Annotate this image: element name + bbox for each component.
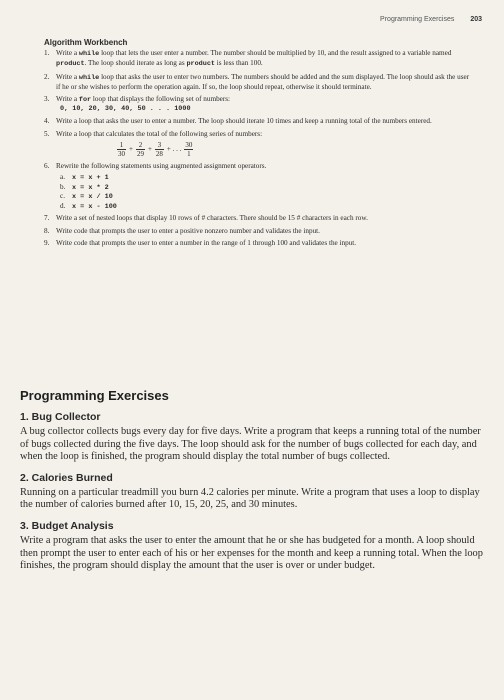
numerator: 30 xyxy=(185,140,193,149)
exercise-body: Write a program that asks the user to enter the amount that he or she has budgeted for a month. A loop should then prompt the user to enter each of his or her expenses for the month and keep a running total. When the loop finishes, the program should display the amount that the user is over or under budget. xyxy=(20,534,483,572)
item-number: 3. xyxy=(44,95,50,104)
statement-code: x = x * 2 xyxy=(72,183,109,192)
item-text: Write a loop that calculates the total of the following series of numbers: xyxy=(56,129,263,138)
fraction xyxy=(184,141,193,158)
statement-list xyxy=(60,173,474,211)
item-text: loop that displays the following set of numbers: xyxy=(91,95,231,104)
statement-letter: a. xyxy=(60,173,65,182)
item-text: Rewrite the following statements using augmented assignment operators. xyxy=(56,161,267,170)
item-number: 2. xyxy=(44,72,50,81)
item-text: Write a xyxy=(56,72,79,81)
item-number: 6. xyxy=(44,161,50,170)
code-keyword: while xyxy=(78,50,100,59)
exercise-budget-analysis xyxy=(20,520,486,573)
exercise-heading: 1. Bug Collector xyxy=(20,411,101,423)
exercise-body: A bug collector collects bugs every day for five days. Write a program that keeps a running total of the number of bugs collected during the five days. The loop should ask for the number of bugs collected for each day, and when the loop is finished, the program should display the total number of bugs collected. xyxy=(20,426,481,463)
denominator: 28 xyxy=(155,149,163,158)
numerator: 1 xyxy=(117,141,126,150)
algorithm-workbench-title: Algorithm Workbench xyxy=(44,38,128,47)
statement-letter: c. xyxy=(60,192,65,201)
programming-exercises-section xyxy=(16,388,486,581)
statement-code: x = x + 1 xyxy=(72,174,109,183)
workbench-item-3 xyxy=(44,95,474,114)
workbench-item-2 xyxy=(44,73,474,92)
exercise-heading: 2. Calories Burned xyxy=(20,471,113,484)
exercise-body: Running on a particular treadmill you burn 4.2 calories per minute. Write a program that uses a loop to display the number of calories burned after 10, 15, 20, 25, and 30 minutes. xyxy=(20,486,480,511)
statement-letter: b. xyxy=(60,182,66,191)
exercise-heading: 3. Budget Analysis xyxy=(20,519,114,532)
statement-code: x = x - 100 xyxy=(72,202,117,211)
fraction xyxy=(117,141,126,158)
item-number: 8. xyxy=(44,226,50,235)
item-text: . The loop should iterate as long as xyxy=(84,59,187,68)
item-text: Write a xyxy=(56,95,79,104)
statement-code: x = x / 10 xyxy=(72,193,113,202)
workbench-item-7 xyxy=(44,214,474,223)
statement-a xyxy=(60,173,474,183)
code-keyword: while xyxy=(78,73,100,82)
denominator: 1 xyxy=(187,149,191,158)
running-head-title: Programming Exercises xyxy=(380,16,455,23)
number-sequence: 0, 10, 20, 30, 40, 50 . . . 1000 xyxy=(60,105,191,114)
item-text: Write code that prompts the user to enter a number in the range of 1 through 100 and validates the input. xyxy=(56,238,357,247)
fraction xyxy=(155,141,164,158)
item-number: 5. xyxy=(44,129,50,138)
workbench-item-4 xyxy=(44,117,474,126)
item-text: Write code that prompts the user to enter a positive nonzero number and validates the input. xyxy=(56,226,320,235)
item-text: loop that asks the user to enter two numbers. The numbers should be added and the sum displayed. The loop should ask the user if he or she wishes to perform the operation again. If so, the loop should repeat, otherwise it should terminate. xyxy=(56,72,470,91)
statement-c xyxy=(60,192,474,202)
item-text: is less than 100. xyxy=(215,59,263,68)
workbench-item-6 xyxy=(44,162,474,212)
exercise-bug-collector xyxy=(20,411,486,464)
denominator: 29 xyxy=(136,149,144,158)
code-identifier: product xyxy=(186,60,215,69)
running-head xyxy=(380,16,482,23)
code-identifier: product xyxy=(56,60,85,69)
item-text: loop that lets the user enter a number. The number should be multiplied by 10, and the result assigned to a variable named xyxy=(99,49,452,58)
workbench-item-1 xyxy=(44,49,474,69)
fraction-series xyxy=(116,141,474,158)
plus-sign: + xyxy=(129,145,133,154)
workbench-item-8 xyxy=(44,227,474,236)
exercise-calories-burned xyxy=(20,472,486,512)
item-number: 7. xyxy=(44,214,50,223)
series-ellipsis: + . . . xyxy=(166,145,182,154)
item-number: 1. xyxy=(44,49,50,58)
workbench-item-5 xyxy=(44,130,474,158)
fraction xyxy=(136,141,145,158)
item-text: Write a xyxy=(56,49,79,58)
programming-exercises-title: Programming Exercises xyxy=(20,388,169,403)
page-number: 203 xyxy=(470,16,482,23)
item-number: 4. xyxy=(44,117,50,126)
workbench-item-9 xyxy=(44,239,474,248)
numerator: 2 xyxy=(136,141,145,150)
algorithm-workbench-section xyxy=(44,38,474,251)
item-text: Write a set of nested loops that display 10 rows of # characters. There should be 15 # characters in each row. xyxy=(56,214,368,223)
denominator: 30 xyxy=(118,149,125,158)
statement-b xyxy=(60,183,474,193)
numerator: 3 xyxy=(155,141,164,150)
plus-sign: + xyxy=(147,145,152,154)
item-number: 9. xyxy=(44,238,50,247)
item-text: Write a loop that asks the user to enter a number. The loop should iterate 10 times and keep a running total of the numbers entered. xyxy=(56,117,432,126)
statement-letter: d. xyxy=(60,201,66,210)
statement-d xyxy=(60,202,474,212)
code-keyword: for xyxy=(78,96,92,105)
